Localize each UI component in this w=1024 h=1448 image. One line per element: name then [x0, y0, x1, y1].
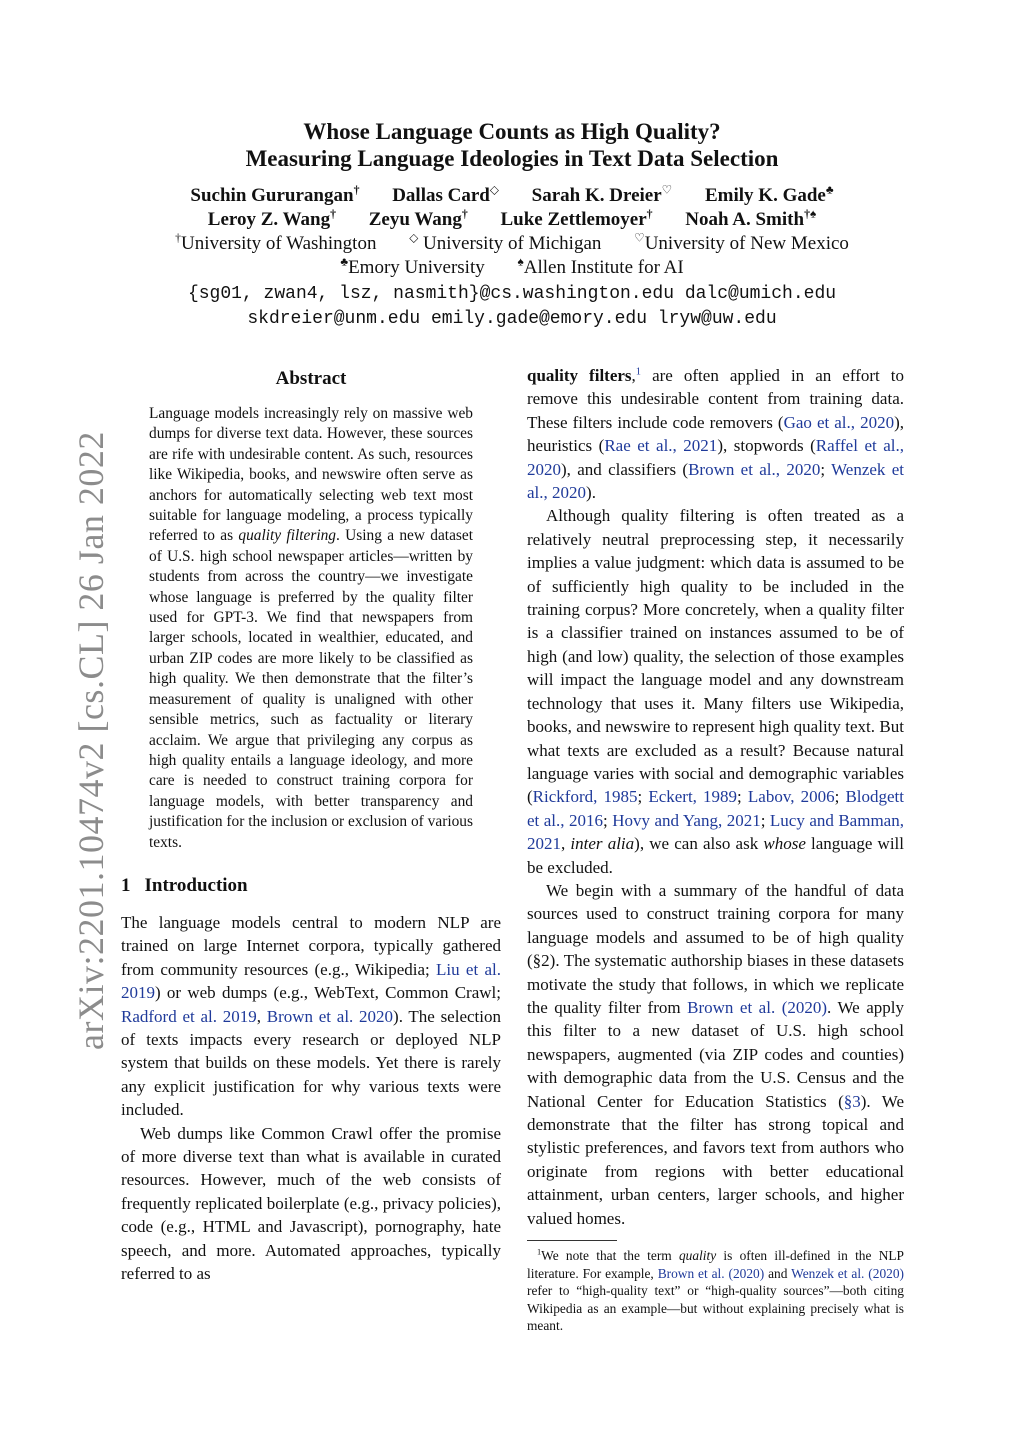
author-list [120, 184, 904, 232]
affiliation: ♡University of New Mexico [634, 231, 849, 254]
citation-link[interactable]: Eckert, 1989 [648, 787, 738, 807]
title-line-2: Measuring Language Ideologies in Text Data Selection [245, 146, 779, 171]
title-line-1: Whose Language Counts as High Quality? [303, 119, 721, 144]
author: Suchin Gururangan† [190, 183, 360, 206]
paper-header [120, 118, 904, 332]
affiliation: ♣Emory University [340, 255, 485, 278]
affiliation-row-2 [120, 256, 904, 280]
author: Leroy Z. Wang† [207, 207, 336, 230]
abstract-heading: Abstract [275, 368, 347, 389]
citation-link[interactable]: Hovy and Yang, 2021 [612, 810, 761, 830]
section-reference-link[interactable]: §3 [843, 1091, 861, 1111]
citation-link[interactable]: Brown et al. (2020) [657, 1265, 765, 1281]
email-line-1: {sg01, zwan4, lsz, nasmith}@cs.washington.edu dalc@umich.edu [187, 284, 837, 304]
author: Luke Zettlemoyer† [500, 207, 653, 230]
author: Zeyu Wang† [368, 207, 468, 230]
affiliation-row-1 [120, 232, 904, 256]
affiliation: ◇ University of Michigan [409, 231, 602, 254]
arxiv-id-text: arXiv:2201.10474v2 [cs.CL] 26 Jan 2022 [71, 431, 111, 1050]
author: Dallas Card◇ [392, 183, 499, 206]
affiliation: †University of Washington [175, 231, 377, 254]
citation-link[interactable]: Blodgett et al., 2016 [527, 787, 904, 830]
citation-link[interactable]: Lucy and Bamman, 2021 [527, 810, 904, 854]
right-column [527, 364, 904, 1335]
citation-link[interactable]: Liu et al. 2019 [121, 959, 501, 1003]
footnote-1: $^1$We note that the term quality is often ill-defined in the NLP literature. For example, Brown et al. (2020) and Wenzek et al. (2020) refer to “high-quality text” or “high-quality sources”—both citing Wikipedia as an example—but without explaining precisely what is meant. [527, 1247, 904, 1334]
affiliation: ♠Allen Institute for AI [517, 255, 684, 278]
intro-paragraph-2: Web dumps like Common Crawl offer the promise of more diverse text than what is available in curated resources. However, much of the web consists of frequently replicated boilerplate (e.g., privacy policies), code (e.g., HTML and Javascript), pornography, hate speech, and more. Automated approaches, typically referred to as [121, 1123, 501, 1284]
author: Sarah K. Dreier♡ [531, 183, 673, 206]
arxiv-identifier-stamp [12, 431, 111, 1060]
intro-paragraph-5: We begin with a summary of the handful of data sources used to construct training corpora for many language models and assumed to be of high quality (§2). The systematic authorship biases in these datasets motivate the study that follows, in which we replicate the quality filter from Brown et al. (2020). We apply this filter to a new dataset of U.S. high school newspapers, augmented (via ZIP codes and counties) with demographic data from the U.S. Census and the National Center for Education Statistics (§3). We demonstrate that the filter has strong topical and stylistic preferences, and favors text from authors who originate from regions with better educational attainment, urban centers, larger schools, and higher valued homes. [527, 880, 904, 1228]
intro-paragraph-4: Although quality filtering is often treated as a relatively neutral preprocessing step, it necessarily implies a value judgment: which data is assumed to be of sufficiently high quality to be included in the training corpus? More concretely, when a quality filter is a classifier trained on instances assumed to be of high (and low) quality, the selection of those examples will impact the language model and any downstream technology that uses it. Many filters use Wikipedia, books, and newswire to represent high quality text. But what texts are excluded as a result? Because natural language varies with social and demographic variables (Rickford, 1985; Eckert, 1989; Labov, 2006; Blodgett et al., 2016; Hovy and Yang, 2021; Lucy and Bamman, 2021, inter alia), we can also ask whose language will be excluded. [527, 506, 904, 877]
section-heading-introduction: 1 Introduction [121, 874, 248, 896]
citation-link[interactable]: Labov, 2006 [747, 787, 835, 807]
citation-link[interactable]: Rickford, 1985 [532, 787, 638, 807]
author-row-2 [120, 208, 904, 232]
author-row-1 [120, 184, 904, 208]
intro-paragraph-1: The language models central to modern NLP are trained on large Internet corpora, typically gathered from community resources (e.g., Wikipedia; Liu et al. 2019) or web dumps (e.g., WebText, Common Crawl; Radford et al. 2019, Brown et al. 2020). The selection of texts impacts every research or deployed NLP system that builds on these models. Yet there is rarely any explicit justification for why various texts were included. [121, 912, 501, 1120]
citation-link[interactable]: Brown et al., 2020 [688, 459, 821, 479]
affiliations [120, 232, 904, 280]
citation-link[interactable]: Wenzek et al. (2020) [791, 1265, 904, 1281]
citation-link[interactable]: Radford et al. 2019 [121, 1006, 257, 1026]
intro-paragraph-3: quality filters,$^1$ are often applied in an effort to remove this undesirable content from training data. These filters include code removers (Gao et al., 2020), heuristics (Rae et al., 2021), stopwords (Raffel et al., 2020), and classifiers (Brown et al., 2020; Wenzek et al., 2020). [527, 366, 905, 503]
citation-link[interactable]: Brown et al. (2020) [687, 997, 828, 1017]
author: Emily K. Gade♣ [704, 183, 834, 206]
citation-link[interactable]: Raffel et al., 2020 [527, 436, 904, 479]
citation-link[interactable]: Wenzek et al., 2020 [527, 459, 905, 503]
citation-link[interactable]: Brown et al. 2020 [266, 1006, 394, 1026]
author: Noah A. Smith†♠ [685, 207, 817, 230]
footnote-mark[interactable]: 1 [635, 366, 642, 378]
footnote-divider [527, 1240, 617, 1241]
email-line-2: skdreier@unm.edu emily.gade@emory.edu lryw@uw.edu [247, 309, 777, 329]
left-column [121, 364, 501, 1285]
author-emails [120, 282, 904, 332]
paper-title [120, 118, 904, 172]
abstract-text: Language models increasingly rely on massive web dumps for diverse text data. However, these sources are rife with undesirable content. As such, resources like Wikipedia, books, and newswire often serve as anchors for automatically selecting web text most suitable for language modeling, a process typically referred to as quality filtering. Using a new dataset of U.S. high school newspaper articles—written by students from across the country—we investigate whose language is preferred by the quality filter used for GPT-3. We find that newspapers from larger schools, located in wealthier, educated, and urban ZIP codes are more likely to be classified as high quality. We then demonstrate that the filter’s measurement of quality is unaligned with other sensible metrics, such as factuality or literary acclaim. We argue that privileging any corpus as high quality entails a language ideology, and more care is needed to construct training corpora for language models, with better transparency and justification for the inclusion or exclusion of various texts. [149, 405, 474, 851]
citation-link[interactable]: Gao et al., 2020 [783, 412, 895, 432]
citation-link[interactable]: Rae et al., 2021 [604, 436, 718, 456]
